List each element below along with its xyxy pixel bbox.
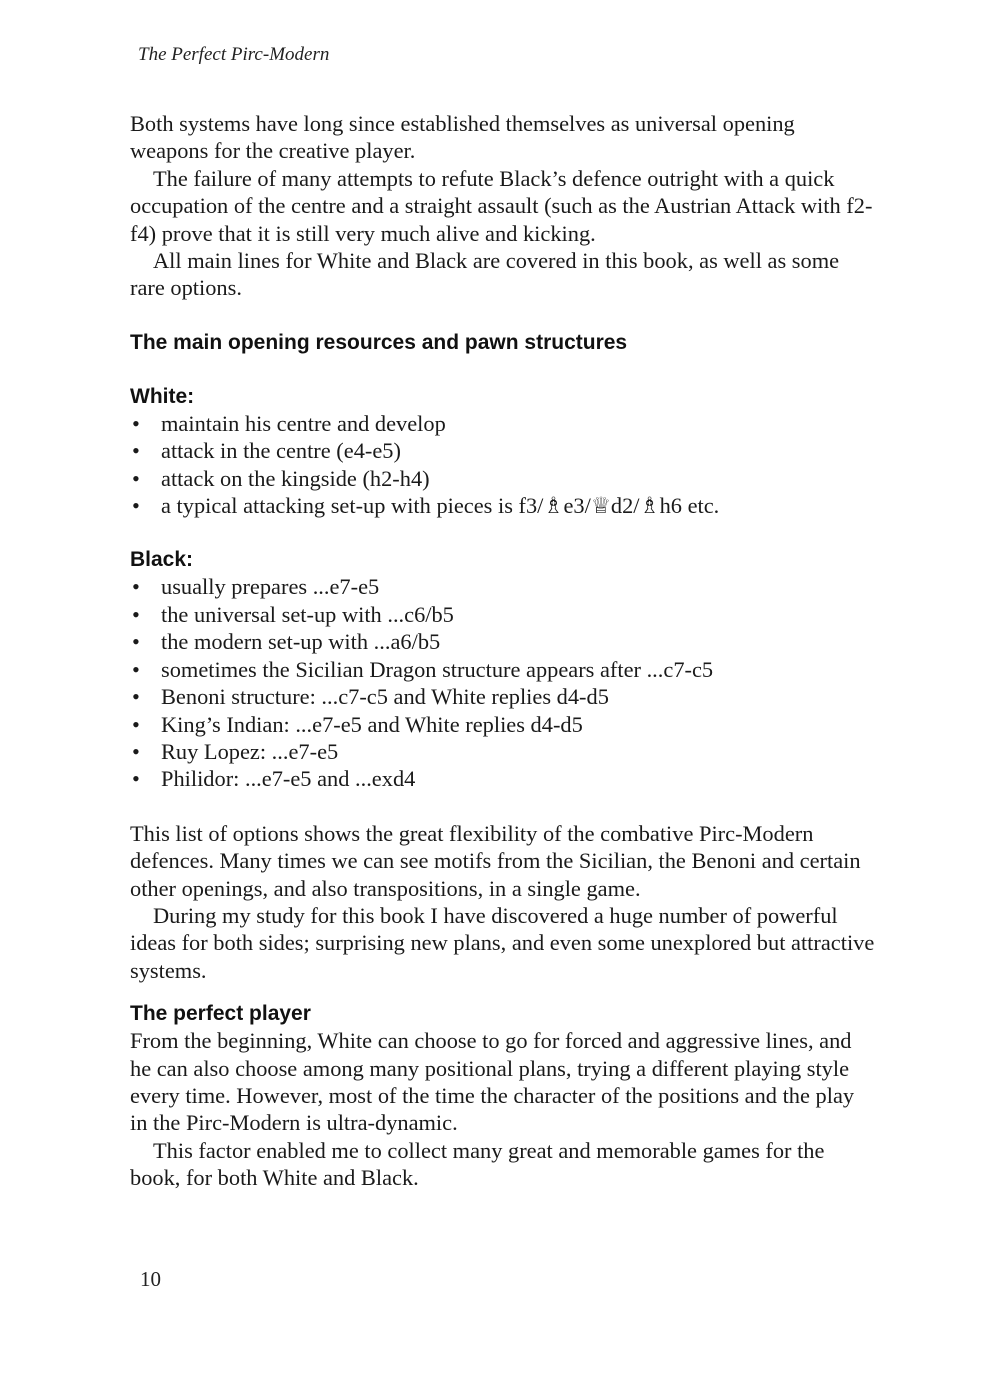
bullet-icon: • bbox=[132, 438, 140, 464]
perfect-player-paragraph-2: This factor enabled me to collect many great and memorable games for the book, for both White and Black. bbox=[130, 1137, 825, 1191]
bullet-icon: • bbox=[132, 629, 140, 655]
list-item: • sometimes the Sicilian Dragon structure appears after ...c7-c5 bbox=[132, 656, 714, 682]
white-list bbox=[130, 410, 875, 520]
list-item: • maintain his centre and develop bbox=[132, 410, 446, 436]
intro-paragraph-2: The failure of many attempts to refute Black’s defence outright with a quick occupation of the centre and a straight assault (such as the Austrian Attack with f2-f4) prove that it is still very much alive and kicking. bbox=[130, 165, 873, 246]
list-item: • the modern set-up with ...a6/b5 bbox=[132, 629, 441, 655]
bullet-icon: • bbox=[132, 465, 140, 491]
list-item: • attack on the kingside (h2-h4) bbox=[132, 465, 430, 491]
bullet-icon: • bbox=[132, 656, 140, 682]
flexibility-paragraph-2: During my study for this book I have discovered a huge number of powerful ideas for both sides; surprising new plans, and even some unexplored but attractive systems. bbox=[130, 902, 875, 983]
list-item: • Benoni structure: ...c7-c5 and White replies d4-d5 bbox=[132, 684, 609, 710]
list-item: • Ruy Lopez: ...e7-e5 bbox=[132, 738, 339, 764]
black-subheading: Black: bbox=[130, 548, 194, 572]
list-item: • King’s Indian: ...e7-e5 and White replies d4-d5 bbox=[132, 711, 583, 737]
bullet-icon: • bbox=[132, 684, 140, 710]
black-list bbox=[130, 573, 875, 792]
section-heading-perfect-player: The perfect player bbox=[130, 1002, 311, 1026]
bullet-icon: • bbox=[132, 711, 140, 737]
list-item: • attack in the centre (e4-e5) bbox=[132, 438, 401, 464]
white-subheading: White: bbox=[130, 384, 195, 408]
list-item: • a typical attacking set-up with pieces is f3/♗e3/♕d2/♗h6 etc. bbox=[132, 493, 720, 519]
bullet-icon: • bbox=[132, 601, 140, 627]
bullet-icon: • bbox=[132, 738, 140, 764]
page-number: 10 bbox=[140, 1267, 161, 1291]
page-body bbox=[130, 110, 875, 1192]
intro-paragraph-3: All main lines for White and Black are covered in this book, as well as some rare options. bbox=[130, 248, 840, 301]
list-item: • usually prepares ...e7-e5 bbox=[132, 574, 380, 600]
flexibility-paragraph-1: This list of options shows the great flexibility of the combative Pirc-Modern defences. Many times we can see motifs from the Sicilian, the Benoni and certain other openings, and also transpositions, in a single game. bbox=[130, 820, 861, 901]
list-item: • the universal set-up with ...c6/b5 bbox=[132, 601, 454, 627]
list-item: • Philidor: ...e7-e5 and ...exd4 bbox=[132, 766, 416, 792]
intro-paragraph-1: Both systems have long since established themselves as universal opening weapons for the creative player. bbox=[130, 111, 795, 164]
running-head: The Perfect Pirc-Modern bbox=[138, 44, 330, 65]
section-heading-resources: The main opening resources and pawn structures bbox=[130, 330, 628, 354]
bullet-icon: • bbox=[132, 493, 140, 519]
bullet-icon: • bbox=[132, 766, 140, 792]
perfect-player-paragraph-1: From the beginning, White can choose to go for forced and aggressive lines, and he can also choose among many positional plans, trying a different playing style every time. However, most of the time the character of the positions and the play in the Pirc-Modern is ultra-dynamic. bbox=[130, 1028, 855, 1136]
bullet-icon: • bbox=[132, 574, 140, 600]
bullet-icon: • bbox=[132, 410, 140, 436]
